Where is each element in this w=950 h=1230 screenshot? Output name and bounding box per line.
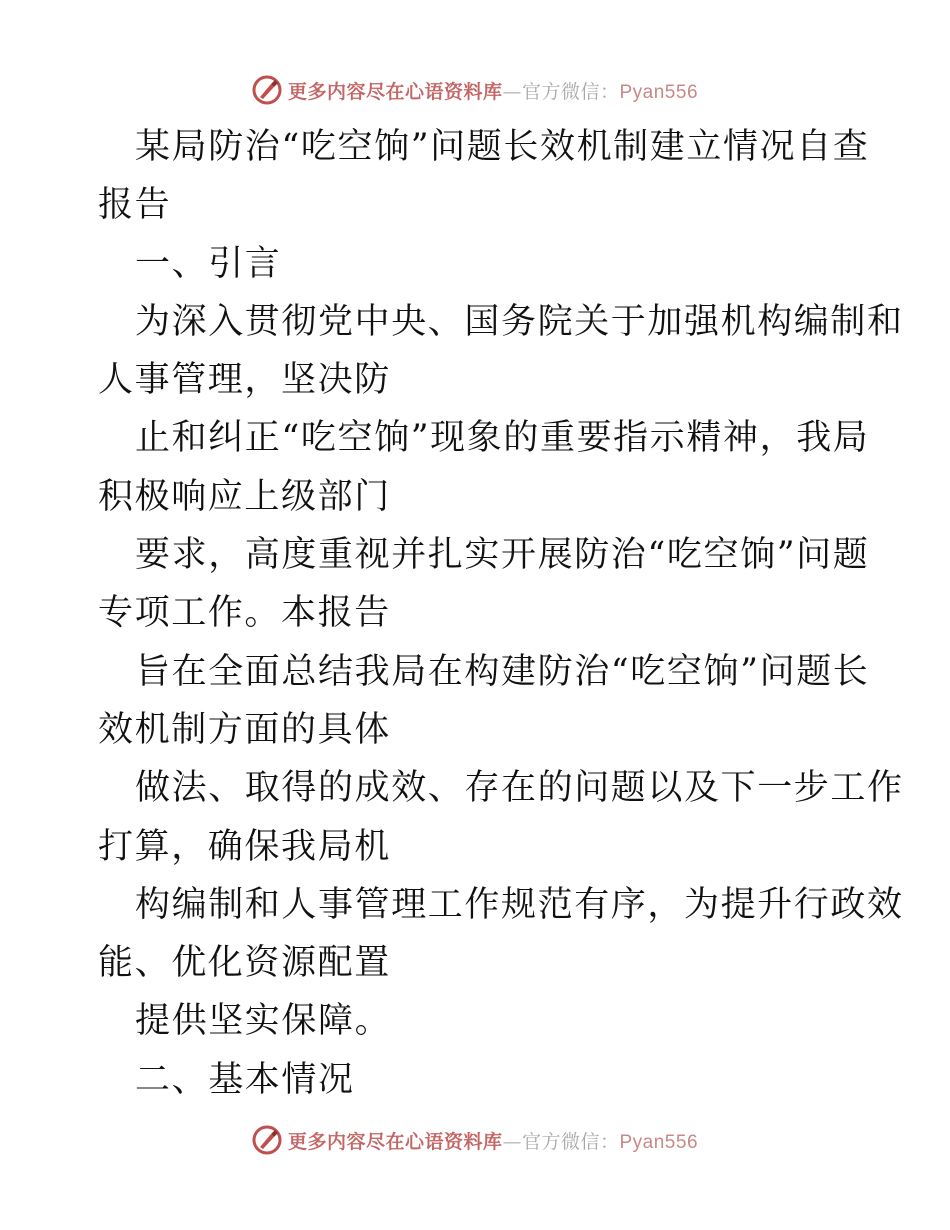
document-line: 为深入贯彻党中央、国务院关于加强机构编制和 xyxy=(135,301,904,342)
watermark-separator: — xyxy=(502,80,522,103)
watermark-wechat-id: Pyan556 xyxy=(619,81,699,103)
watermark-brand: 更多内容尽在心语资料库 xyxy=(287,1130,503,1153)
document-line: 打算，确保我局机 xyxy=(98,826,391,867)
document-line: 积极响应上级部门 xyxy=(98,476,391,517)
document-line: 提供坚实保障。 xyxy=(135,1001,392,1042)
document-line: 止和纠正“吃空饷”现象的重要指示精神，我局 xyxy=(135,418,870,459)
document-line: 旨在全面总结我局在构建防治“吃空饷”问题长 xyxy=(135,651,870,692)
document-line: 一、引言 xyxy=(135,243,282,284)
document-line: 专项工作。本报告 xyxy=(98,593,391,634)
watermark-brand: 更多内容尽在心语资料库 xyxy=(287,80,503,103)
watermark-text xyxy=(288,77,698,104)
watermark-text xyxy=(288,1127,698,1154)
document-body xyxy=(98,118,904,1109)
pen-logo-icon xyxy=(252,75,282,105)
watermark-label: 官方微信： xyxy=(521,1130,620,1153)
watermark-label: 官方微信： xyxy=(521,80,620,103)
document-line: 效机制方面的具体 xyxy=(98,709,391,750)
document-line: 某局防治“吃空饷”问题长效机制建立情况自查 xyxy=(135,127,870,167)
document-line: 要求，高度重视并扎实开展防治“吃空饷”问题 xyxy=(135,535,870,576)
document-line: 做法、取得的成效、存在的问题以及下一步工作 xyxy=(135,768,904,809)
document-line: 构编制和人事管理工作规范有序，为提升行政效 xyxy=(135,884,904,925)
watermark-footer xyxy=(0,1122,950,1158)
document-line: 人事管理，坚决防 xyxy=(98,360,391,401)
document-line: 报告 xyxy=(98,185,172,226)
watermark-wechat-id: Pyan556 xyxy=(619,1131,699,1153)
watermark-separator: — xyxy=(502,1130,522,1153)
document-line: 二、基本情况 xyxy=(135,1059,355,1100)
document-line: 能、优化资源配置 xyxy=(98,943,391,984)
pen-logo-icon xyxy=(252,1125,282,1155)
watermark-header xyxy=(0,72,950,108)
